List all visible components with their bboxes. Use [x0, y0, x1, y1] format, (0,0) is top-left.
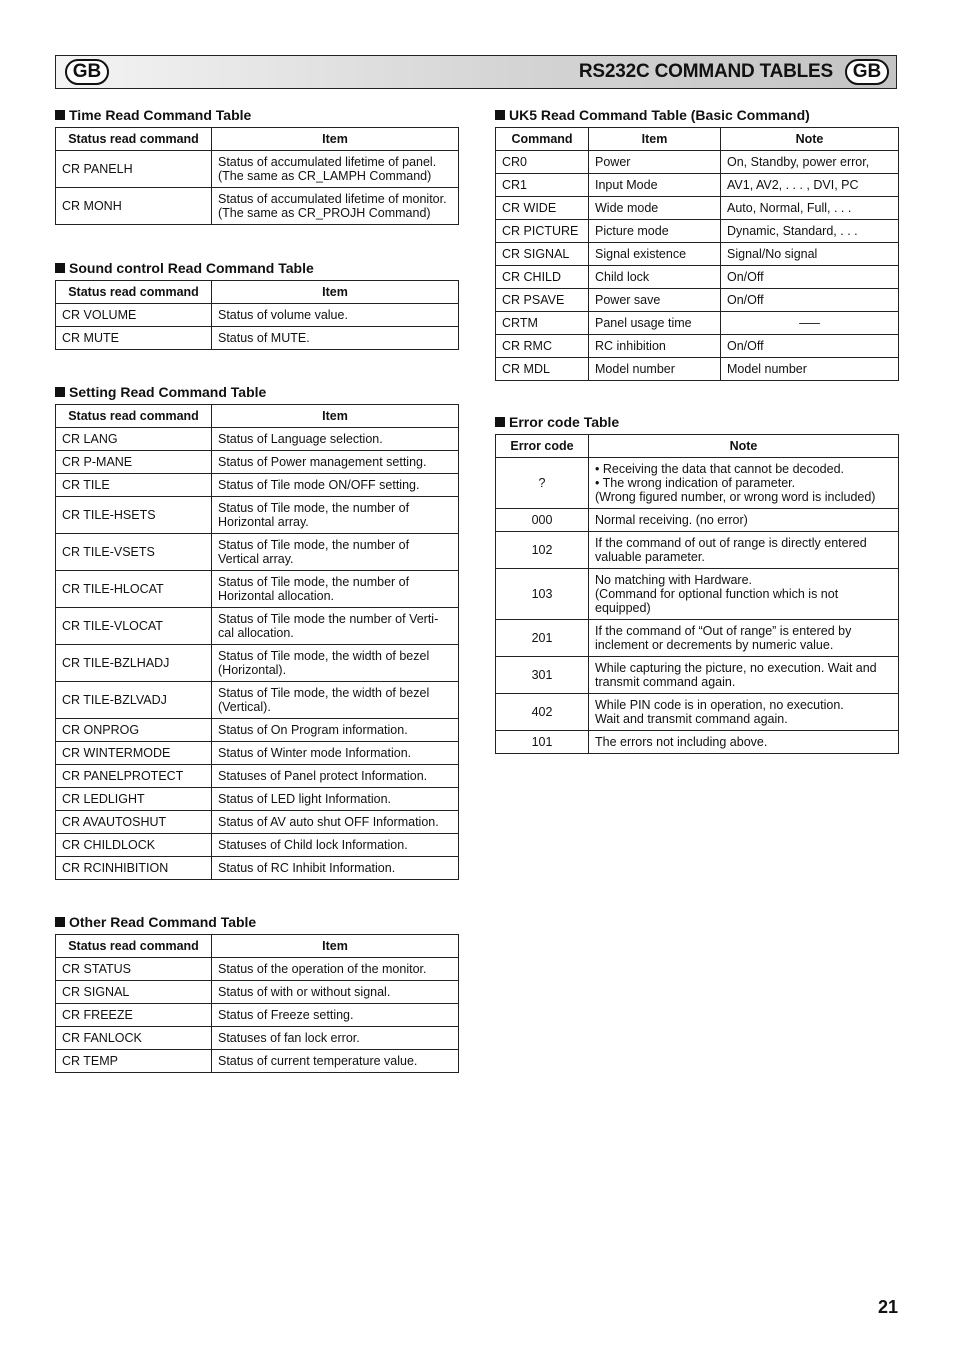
- error-code-cell: 103: [496, 569, 589, 620]
- command-cell: CR P-MANE: [56, 451, 212, 474]
- table-row: [56, 719, 459, 742]
- table-row: [496, 532, 899, 569]
- note-cell: If the command of “Out of range” is entered by inclement or decrements by numeric value.: [589, 620, 899, 657]
- table-row: [56, 645, 459, 682]
- item-cell: Power: [589, 151, 721, 174]
- column-header: Status read command: [56, 935, 212, 958]
- column-header: Status read command: [56, 128, 212, 151]
- command-cell: CR TILE-BZLVADJ: [56, 682, 212, 719]
- command-cell: CR PICTURE: [496, 220, 589, 243]
- command-cell: CR TILE-HLOCAT: [56, 571, 212, 608]
- table-row: [496, 731, 899, 754]
- table-row: [56, 1027, 459, 1050]
- command-cell: CR RCINHIBITION: [56, 857, 212, 880]
- item-cell: Status of Tile mode the number of Verti- cal allocation.: [212, 608, 459, 645]
- table-row: [496, 174, 899, 197]
- square-bullet-icon: [55, 387, 65, 397]
- square-bullet-icon: [495, 417, 505, 427]
- item-cell: Status of AV auto shut OFF Information.: [212, 811, 459, 834]
- item-cell: Status of LED light Information.: [212, 788, 459, 811]
- error-code-cell: 102: [496, 532, 589, 569]
- table-row: [56, 765, 459, 788]
- command-cell: CR AVAUTOSHUT: [56, 811, 212, 834]
- table-row: [56, 327, 459, 350]
- table-header-row: [496, 128, 899, 151]
- table-row: [56, 304, 459, 327]
- command-cell: CR CHILD: [496, 266, 589, 289]
- note-cell: On/Off: [721, 289, 899, 312]
- error-code-cell: 201: [496, 620, 589, 657]
- column-header: Item: [212, 405, 459, 428]
- table-row: [496, 694, 899, 731]
- note-cell: Signal/No signal: [721, 243, 899, 266]
- command-cell: CR TILE-VSETS: [56, 534, 212, 571]
- note-cell: While PIN code is in operation, no execution. Wait and transmit command again.: [589, 694, 899, 731]
- command-cell: CR RMC: [496, 335, 589, 358]
- item-cell: Statuses of Panel protect Information.: [212, 765, 459, 788]
- table-row: [56, 571, 459, 608]
- column-header: Status read command: [56, 281, 212, 304]
- note-cell: If the command of out of range is directly entered valuable parameter.: [589, 532, 899, 569]
- table-row: [56, 682, 459, 719]
- item-cell: Status of Winter mode Information.: [212, 742, 459, 765]
- item-cell: Signal existence: [589, 243, 721, 266]
- column-header: Item: [212, 281, 459, 304]
- note-cell: No matching with Hardware. (Command for optional function which is not equipped): [589, 569, 899, 620]
- command-cell: CR MONH: [56, 188, 212, 225]
- item-cell: Status of with or without signal.: [212, 981, 459, 1004]
- item-cell: Status of accumulated lifetime of panel. (The same as CR_LAMPH Command): [212, 151, 459, 188]
- setting-read-table: [55, 404, 459, 880]
- command-cell: CR LEDLIGHT: [56, 788, 212, 811]
- error-code-cell: 000: [496, 509, 589, 532]
- command-cell: CR STATUS: [56, 958, 212, 981]
- command-cell: CR CHILDLOCK: [56, 834, 212, 857]
- command-cell: CR SIGNAL: [496, 243, 589, 266]
- error-code-cell: 301: [496, 657, 589, 694]
- item-cell: Status of On Program information.: [212, 719, 459, 742]
- command-cell: CR WINTERMODE: [56, 742, 212, 765]
- other-read-section: [55, 914, 459, 1073]
- page-title: RS232C COMMAND TABLES: [578, 61, 833, 82]
- table-row: [496, 335, 899, 358]
- command-cell: CR SIGNAL: [56, 981, 212, 1004]
- table-row: [56, 608, 459, 645]
- note-cell: On, Standby, power error,: [721, 151, 899, 174]
- command-cell: CR VOLUME: [56, 304, 212, 327]
- item-cell: Status of Tile mode, the width of bezel (Vertical).: [212, 682, 459, 719]
- table-row: [496, 458, 899, 509]
- column-header: Command: [496, 128, 589, 151]
- table-row: [56, 834, 459, 857]
- note-cell: Dynamic, Standard, . . .: [721, 220, 899, 243]
- item-cell: Status of Tile mode, the number of Horizontal array.: [212, 497, 459, 534]
- section-title: Time Read Command Table: [55, 107, 459, 123]
- page-header: [55, 55, 897, 89]
- table-row: [56, 534, 459, 571]
- item-cell: Status of RC Inhibit Information.: [212, 857, 459, 880]
- command-cell: CR ONPROG: [56, 719, 212, 742]
- column-header: Note: [589, 435, 899, 458]
- note-cell: On/Off: [721, 266, 899, 289]
- table-row: [496, 358, 899, 381]
- table-row: [496, 657, 899, 694]
- square-bullet-icon: [495, 110, 505, 120]
- command-cell: CR TILE: [56, 474, 212, 497]
- command-cell: CR PANELH: [56, 151, 212, 188]
- error-code-cell: 101: [496, 731, 589, 754]
- table-row: [496, 197, 899, 220]
- item-cell: Status of Tile mode ON/OFF setting.: [212, 474, 459, 497]
- item-cell: Input Mode: [589, 174, 721, 197]
- command-cell: CR1: [496, 174, 589, 197]
- command-cell: CR TILE-VLOCAT: [56, 608, 212, 645]
- table-row: [56, 788, 459, 811]
- command-cell: CR FANLOCK: [56, 1027, 212, 1050]
- command-cell: CRTM: [496, 312, 589, 335]
- note-cell: • Receiving the data that cannot be decoded. • The wrong indication of parameter. (Wrong figured number, or wrong word is included): [589, 458, 899, 509]
- item-cell: Status of Language selection.: [212, 428, 459, 451]
- section-title: UK5 Read Command Table (Basic Command): [495, 107, 899, 123]
- page-number: 21: [877, 1297, 898, 1317]
- table-row: [56, 857, 459, 880]
- table-row: [496, 569, 899, 620]
- uk5-read-section: [495, 107, 899, 381]
- column-header: Status read command: [56, 405, 212, 428]
- table-row: [56, 151, 459, 188]
- column-header: Error code: [496, 435, 589, 458]
- table-header-row: [56, 405, 459, 428]
- table-row: [496, 243, 899, 266]
- item-cell: Status of Freeze setting.: [212, 1004, 459, 1027]
- error-code-cell: ?: [496, 458, 589, 509]
- square-bullet-icon: [55, 110, 65, 120]
- note-cell: –––: [721, 312, 899, 335]
- column-header: Item: [212, 128, 459, 151]
- item-cell: Panel usage time: [589, 312, 721, 335]
- table-row: [56, 188, 459, 225]
- language-badge-right: GB: [845, 59, 889, 85]
- command-cell: CR MUTE: [56, 327, 212, 350]
- table-row: [496, 312, 899, 335]
- table-row: [56, 1004, 459, 1027]
- table-row: [56, 742, 459, 765]
- section-title: Setting Read Command Table: [55, 384, 459, 400]
- item-cell: Statuses of Child lock Information.: [212, 834, 459, 857]
- table-row: [56, 451, 459, 474]
- error-code-section: [495, 414, 899, 754]
- sound-read-table: [55, 280, 459, 350]
- item-cell: Status of Tile mode, the number of Horizontal allocation.: [212, 571, 459, 608]
- table-row: [56, 958, 459, 981]
- table-row: [56, 497, 459, 534]
- table-row: [496, 620, 899, 657]
- time-read-table: [55, 127, 459, 225]
- command-cell: CR TILE-BZLHADJ: [56, 645, 212, 682]
- item-cell: Picture mode: [589, 220, 721, 243]
- note-cell: AV1, AV2, . . . , DVI, PC: [721, 174, 899, 197]
- table-row: [56, 981, 459, 1004]
- command-cell: CR WIDE: [496, 197, 589, 220]
- item-cell: Status of MUTE.: [212, 327, 459, 350]
- command-cell: CR TILE-HSETS: [56, 497, 212, 534]
- table-row: [496, 266, 899, 289]
- note-cell: The errors not including above.: [589, 731, 899, 754]
- table-row: [496, 509, 899, 532]
- item-cell: Status of accumulated lifetime of monitor. (The same as CR_PROJH Command): [212, 188, 459, 225]
- note-cell: While capturing the picture, no execution. Wait and transmit command again.: [589, 657, 899, 694]
- item-cell: Status of Power management setting.: [212, 451, 459, 474]
- column-header: Note: [721, 128, 899, 151]
- column-header: Item: [589, 128, 721, 151]
- table-row: [56, 474, 459, 497]
- item-cell: RC inhibition: [589, 335, 721, 358]
- command-cell: CR PSAVE: [496, 289, 589, 312]
- item-cell: Statuses of fan lock error.: [212, 1027, 459, 1050]
- section-title: Sound control Read Command Table: [55, 260, 459, 276]
- item-cell: Wide mode: [589, 197, 721, 220]
- command-cell: CR0: [496, 151, 589, 174]
- table-row: [496, 220, 899, 243]
- table-header-row: [56, 281, 459, 304]
- table-row: [496, 151, 899, 174]
- section-title: Error code Table: [495, 414, 899, 430]
- column-header: Item: [212, 935, 459, 958]
- note-cell: Model number: [721, 358, 899, 381]
- error-code-cell: 402: [496, 694, 589, 731]
- sound-read-section: [55, 260, 459, 350]
- command-cell: CR FREEZE: [56, 1004, 212, 1027]
- command-cell: CR TEMP: [56, 1050, 212, 1073]
- item-cell: Status of the operation of the monitor.: [212, 958, 459, 981]
- setting-read-section: [55, 384, 459, 880]
- item-cell: Status of volume value.: [212, 304, 459, 327]
- command-cell: CR MDL: [496, 358, 589, 381]
- item-cell: Model number: [589, 358, 721, 381]
- item-cell: Power save: [589, 289, 721, 312]
- note-cell: Normal receiving. (no error): [589, 509, 899, 532]
- note-cell: Auto, Normal, Full, . . .: [721, 197, 899, 220]
- table-row: [56, 1050, 459, 1073]
- table-row: [496, 289, 899, 312]
- language-badge-left: GB: [65, 59, 109, 85]
- command-cell: CR PANELPROTECT: [56, 765, 212, 788]
- command-cell: CR LANG: [56, 428, 212, 451]
- table-header-row: [56, 128, 459, 151]
- section-title: Other Read Command Table: [55, 914, 459, 930]
- uk5-read-table: [495, 127, 899, 381]
- table-header-row: [56, 935, 459, 958]
- item-cell: Status of Tile mode, the width of bezel (Horizontal).: [212, 645, 459, 682]
- item-cell: Status of Tile mode, the number of Vertical array.: [212, 534, 459, 571]
- square-bullet-icon: [55, 263, 65, 273]
- square-bullet-icon: [55, 917, 65, 927]
- time-read-section: [55, 107, 459, 225]
- item-cell: Status of current temperature value.: [212, 1050, 459, 1073]
- table-row: [56, 428, 459, 451]
- error-code-table: [495, 434, 899, 754]
- table-header-row: [496, 435, 899, 458]
- table-row: [56, 811, 459, 834]
- note-cell: On/Off: [721, 335, 899, 358]
- item-cell: Child lock: [589, 266, 721, 289]
- other-read-table: [55, 934, 459, 1073]
